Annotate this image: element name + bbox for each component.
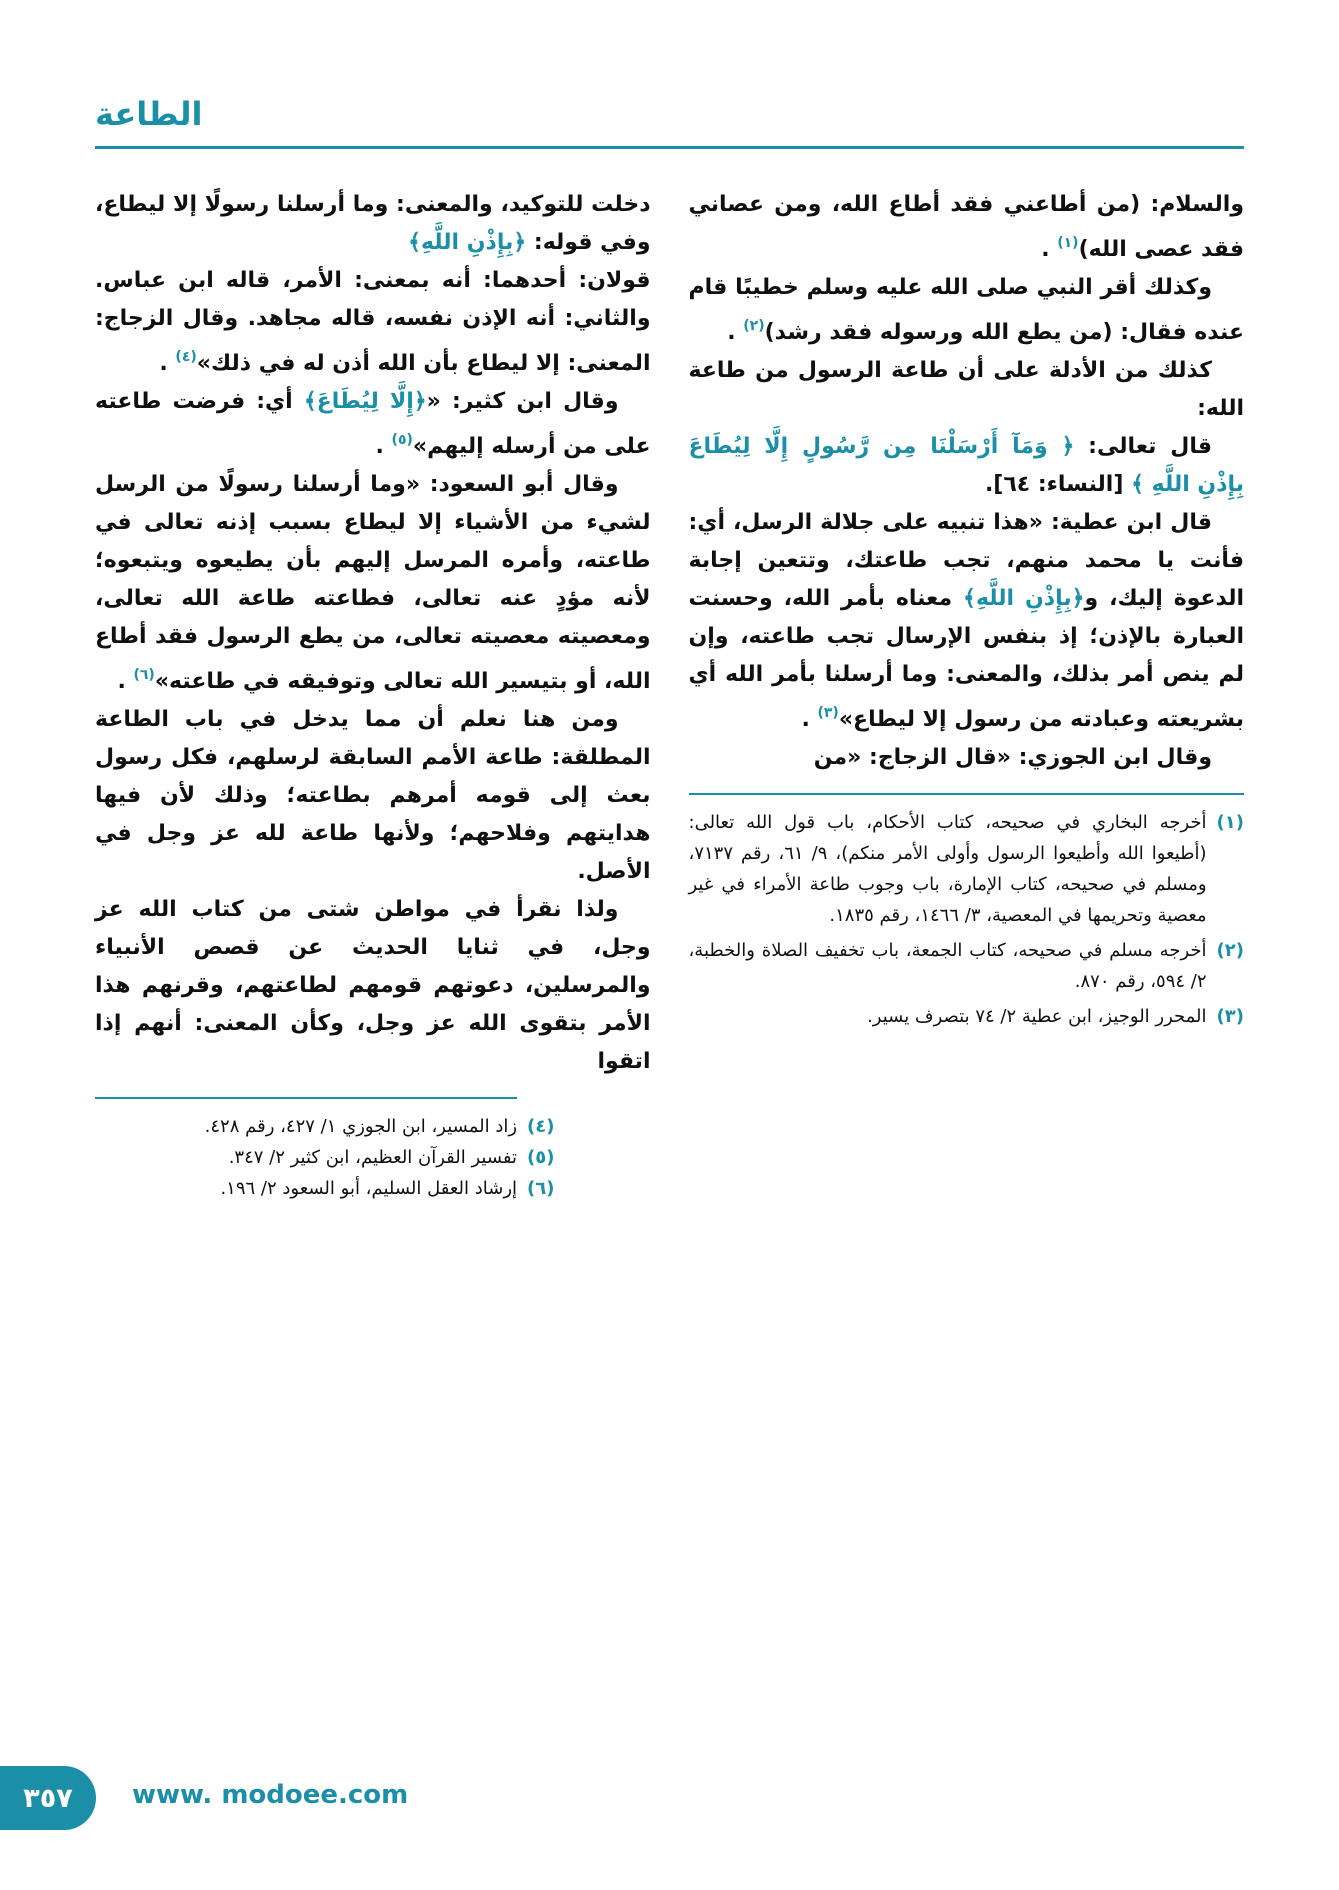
paragraph bbox=[95, 186, 651, 262]
footnote bbox=[95, 1111, 555, 1142]
paragraph bbox=[689, 739, 1245, 777]
footnote bbox=[95, 1142, 555, 1173]
page-number: ٣٥٧ bbox=[23, 1782, 73, 1814]
right-footnotes bbox=[689, 807, 1245, 1032]
paragraph bbox=[95, 891, 651, 1081]
footnote-text: إرشاد العقل السليم، أبو السعود ٢/ ١٩٦. bbox=[220, 1178, 518, 1199]
text-run: . bbox=[375, 434, 392, 459]
footnote-text: أخرجه مسلم في صحيحه، كتاب الجمعة، باب تخفيف الصلاة والخطبة، ٢/ ٥٩٤، رقم ٨٧٠. bbox=[688, 940, 1207, 992]
footnote-reference: (٥) bbox=[391, 432, 413, 448]
text-run: والسلام: (من أطاعني فقد أطاع الله، ومن عصاني فقد عصى الله) bbox=[688, 192, 1244, 262]
footnote-reference: (٢) bbox=[743, 318, 765, 334]
quran-verse: ﴿بِإِذْنِ اللَّهِ﴾ bbox=[963, 586, 1085, 611]
header-divider bbox=[95, 146, 1244, 149]
footnote-text: زاد المسير، ابن الجوزي ١/ ٤٢٧، رقم ٤٢٨. bbox=[204, 1116, 518, 1137]
paragraph bbox=[689, 186, 1245, 269]
right-column bbox=[689, 186, 1245, 1204]
text-run: أي: فرضت طاعته على من أرسله إليهم» bbox=[95, 389, 651, 459]
text-run: . bbox=[727, 320, 744, 345]
right-column-text bbox=[689, 186, 1245, 777]
left-column bbox=[95, 186, 651, 1204]
paragraph bbox=[689, 504, 1245, 739]
text-run: وقال ابن الجوزي: «قال الزجاج: «من bbox=[813, 745, 1212, 770]
footnote-reference: (٣) bbox=[817, 705, 839, 721]
footnote-reference: (٤) bbox=[175, 349, 197, 365]
footnote-reference: (١) bbox=[1057, 235, 1079, 251]
chapter-title: الطاعة bbox=[95, 95, 203, 133]
left-footnotes bbox=[95, 1111, 555, 1204]
quran-verse: ﴿بِإِذْنِ اللَّهِ﴾ bbox=[408, 230, 527, 255]
text-run: . bbox=[1041, 237, 1058, 262]
footnote bbox=[689, 935, 1245, 997]
left-column-text bbox=[95, 186, 651, 1081]
text-run: . bbox=[801, 707, 818, 732]
footnote-number: (٦) bbox=[527, 1178, 555, 1199]
footnote bbox=[689, 1001, 1245, 1032]
footnote-number: (٣) bbox=[1216, 1006, 1244, 1027]
text-run: قال ابن عطية: «هذا تنبيه على جلالة الرسل، أي: فأنت يا محمد منهم، تجب طاعتك، وتتعين إجابة الدعوة إليك، و bbox=[688, 510, 1245, 611]
text-run: . bbox=[159, 351, 176, 376]
footnote bbox=[95, 1173, 555, 1204]
page-content bbox=[95, 186, 1244, 1204]
text-run: ومن هنا نعلم أن مما يدخل في باب الطاعة المطلقة: طاعة الأمم السابقة لرسلهم، فكل رسول بعث إلى قومه أمرهم بطاعته؛ وذلك لأن فيها هدايتهم وفلاحهم؛ ولأنها طاعة لله عز وجل في الأصل. bbox=[95, 707, 651, 884]
text-run: وقال أبو السعود: «وما أرسلنا رسولًا من الرسل لشيء من الأشياء إلا ليطاع بسبب إذنه تعالى في طاعته، وأمره المرسل إليهم بأن يطيعوه ويتبعوه؛ لأنه مؤدٍ عنه تعالى، فطاعته طاعة الله تعالى، ومعصيته معصيته تعالى، من يطع الرسول فقد أطاع الله، أو بتيسير الله تعالى وتوفيقه في طاعته» bbox=[95, 472, 651, 694]
paragraph bbox=[689, 428, 1245, 504]
text-run: قولان: أحدهما: أنه بمعنى: الأمر، قاله ابن عباس. والثاني: أنه الإذن نفسه، قاله مجاهد. وقال الزجاج: المعنى: إلا ليطاع بأن الله أذن له في ذلك» bbox=[95, 268, 651, 376]
paragraph bbox=[689, 269, 1245, 352]
footnote-divider-right bbox=[689, 793, 1245, 795]
page-header bbox=[95, 94, 1244, 149]
text-run: قال تعالى: bbox=[1074, 434, 1212, 459]
text-run: . bbox=[117, 669, 134, 694]
paragraph bbox=[95, 466, 651, 701]
page-number-tab bbox=[0, 1766, 96, 1830]
text-run: دخلت للتوكيد، والمعنى: وما أرسلنا رسولًا إلا ليطاع، وفي قوله: bbox=[95, 192, 651, 255]
footnote-number: (١) bbox=[1216, 812, 1244, 833]
footnote-divider-left bbox=[95, 1097, 517, 1099]
footnote-reference: (٦) bbox=[133, 667, 155, 683]
footnote-number: (٥) bbox=[527, 1147, 555, 1168]
footnote-text: المحرر الوجيز، ابن عطية ٢/ ٧٤ بتصرف يسير. bbox=[867, 1006, 1207, 1027]
footnote-text: تفسير القرآن العظيم، ابن كثير ٢/ ٣٤٧. bbox=[228, 1147, 518, 1168]
website-link[interactable]: www. modoee.com bbox=[132, 1780, 409, 1810]
footnote-text: أخرجه البخاري في صحيحه، كتاب الأحكام، باب قول الله تعالى: (أطيعوا الله وأطيعوا الرسول وأولى الأمر منكم)، ٩/ ٦١، رقم ٧١٣٧، ومسلم في صحيحه، كتاب الإمارة، باب وجوب طاعة الأمراء في غير معصية وتحريمها في المعصية، ٣/ ١٤٦٦، رقم ١٨٣٥. bbox=[688, 812, 1207, 926]
paragraph bbox=[95, 383, 651, 466]
text-run: وكذلك أقر النبي صلى الله عليه وسلم خطيبًا قام عنده فقال: (من يطع الله ورسوله فقد رشد) bbox=[688, 275, 1244, 345]
footnote bbox=[689, 807, 1245, 931]
text-run: كذلك من الأدلة على أن طاعة الرسول من طاعة الله: bbox=[688, 358, 1244, 421]
text-run: وقال ابن كثير: « bbox=[426, 389, 619, 414]
paragraph bbox=[95, 262, 651, 383]
quran-verse: ﴿إِلَّا لِيُطَاعَ﴾ bbox=[303, 389, 427, 414]
page-footer bbox=[0, 1766, 1339, 1836]
footnote-number: (٢) bbox=[1216, 940, 1244, 961]
paragraph bbox=[689, 352, 1245, 428]
footnote-number: (٤) bbox=[527, 1116, 555, 1137]
text-run: ولذا نقرأ في مواطن شتى من كتاب الله عز وجل، في ثنايا الحديث عن قصص الأنبياء والمرسلين، دعوتهم قومهم لطاعتهم، وقرنهم هذا الأمر بتقوى الله عز وجل، وكأن المعنى: أنهم إذا اتقوا bbox=[95, 897, 651, 1074]
text-run: [النساء: ٦٤]. bbox=[984, 472, 1132, 497]
quran-verse: ﴿ وَمَآ أَرْسَلْنَا مِن رَّسُولٍ إِلَّا لِيُطَاعَ بِإِذْنِ اللَّهِ ﴾ bbox=[688, 434, 1244, 497]
text-run: معناه بأمر الله، وحسنت العبارة بالإذن؛ إذ بنفس الإرسال تجب طاعته، وإن لم ينص أمر بذلك، والمعنى: وما أرسلنا بأمر الله أي بشريعته وعبادته من رسول إلا ليطاع» bbox=[688, 586, 1244, 732]
paragraph bbox=[95, 701, 651, 891]
